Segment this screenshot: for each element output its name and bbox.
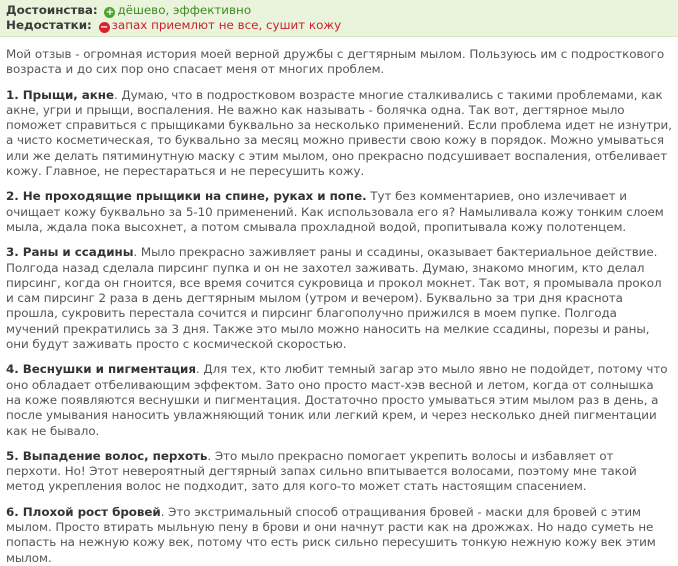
section-text: . Это мыло прекрасно помогает укрепить волосы и избавляет от перхоти. Но! Этот невероятный дегтярный запах сильно впитывается волосами, поэтому мне такой метод укрепления волос не подходит, зато для кого-то может стать настоящим спасением. xyxy=(6,448,637,494)
section-heading: 3. Раны и ссадины xyxy=(6,245,134,260)
section-acne xyxy=(6,88,672,180)
section-heading: 6. Плохой рост бровей xyxy=(6,504,161,519)
section-text: . Для тех, кто любит темный загар это мыло явно не подойдет, потому что оно обладает отбеливающим эффектом. Зато оно просто маст-хэв весной и летом, когда от солнышка на коже появляются веснушки и пигментация. Достаточно просто умываться этим мылом раз в день, а после умывания наносить увлажняющий тоник или легкий крем, и через несколько дней пигментации как не бывало. xyxy=(6,362,668,438)
review-body xyxy=(0,37,678,566)
cons-text: запах приемлют не все, сушит кожу xyxy=(111,18,342,32)
section-text: . Мыло прекрасно заживляет раны и ссадины, оказывает бактериальное действие. Полгода назад сделала пирсинг пупка и он не захотел заживать. Думаю, знакомо многим, кто делал пирсинг, когда он гноится, все время сочится сукровица и прокол мокнет. Так вот, я промывала прокол и сам пирсинг 2 раза в день дегтярным мылом (утром и вечером). Буквально за три дня краснота прошла, сукровить перестала сочится и пирсинг благополучно прижился в моем пупке. Полгода мучений прекратились за 3 дня. Также это мыло можно наносить на мелкие ссадины, порезы и раны, они будут заживать просто с космической скоростью. xyxy=(6,245,662,352)
pros-row xyxy=(6,3,672,18)
section-heading: 5. Выпадение волос, перхоть xyxy=(6,448,208,463)
section-freckles xyxy=(6,362,672,438)
pros-label: Достоинства: xyxy=(6,3,98,17)
section-back-acne xyxy=(6,189,672,235)
pros-text: дёшево, эффективно xyxy=(117,3,252,17)
intro-paragraph: Мой отзыв - огромная история моей верной дружбы с дегтярным мылом. Пользуюсь им с подросткового возраста и до сих пор оно спасает меня от многих проблем. xyxy=(6,47,665,77)
section-heading: 1. Прыщи, акне xyxy=(6,87,114,102)
cons-label: Недостатки: xyxy=(6,18,92,32)
pros-cons-summary xyxy=(0,0,678,37)
plus-circle-icon: + xyxy=(105,7,115,18)
section-text: . Думаю, что в подростковом возрасте многие сталкивались с такими проблемами, как акне, угри и прыщи, воспаления. Не важно как называть - болячка одна. Так вот, дегтярное мыло поможет справиться с прыщиками буквально за несколько применений. Если проблема идет не изнутри, а чисто косметическая, то буквально за месяц можно привести свою кожу в порядок. Можно умываться или же делать пятиминутную маску с этим мылом, оно прекрасно подсушивает воспаления, отбеливает кожу. Главное, не перестараться и не пересушить кожу. xyxy=(6,87,672,179)
section-heading: 4. Веснушки и пигментация xyxy=(6,362,196,377)
section-wounds xyxy=(6,245,672,352)
section-text: Тут без комментариев, оно излечивает и очищает кожу буквально за 5-10 применений. Как использовала его я? Намыливала кожу тонким слоем мыла, ждала пока высохнет, а потом смывала прохладной водой, пропитывала кожу полотенцем. xyxy=(6,189,664,234)
cons-row xyxy=(6,18,672,33)
section-hair xyxy=(6,449,672,495)
minus-circle-icon: − xyxy=(99,22,109,33)
section-heading: 2. Не проходящие прыщики на спине, руках и попе. xyxy=(6,189,367,204)
section-text: . Это экстримальный способ отращивания бровей - маски для бровей с этим мылом. Просто втирать мыльную пену в брови и они начнут расти как на дрожжах. Но надо суметь не попасть на нежную кожу век, потому что есть риск сильно пересушить тонкую нежную кожу век этим мылом. xyxy=(6,504,656,565)
section-eyebrows xyxy=(6,505,672,566)
